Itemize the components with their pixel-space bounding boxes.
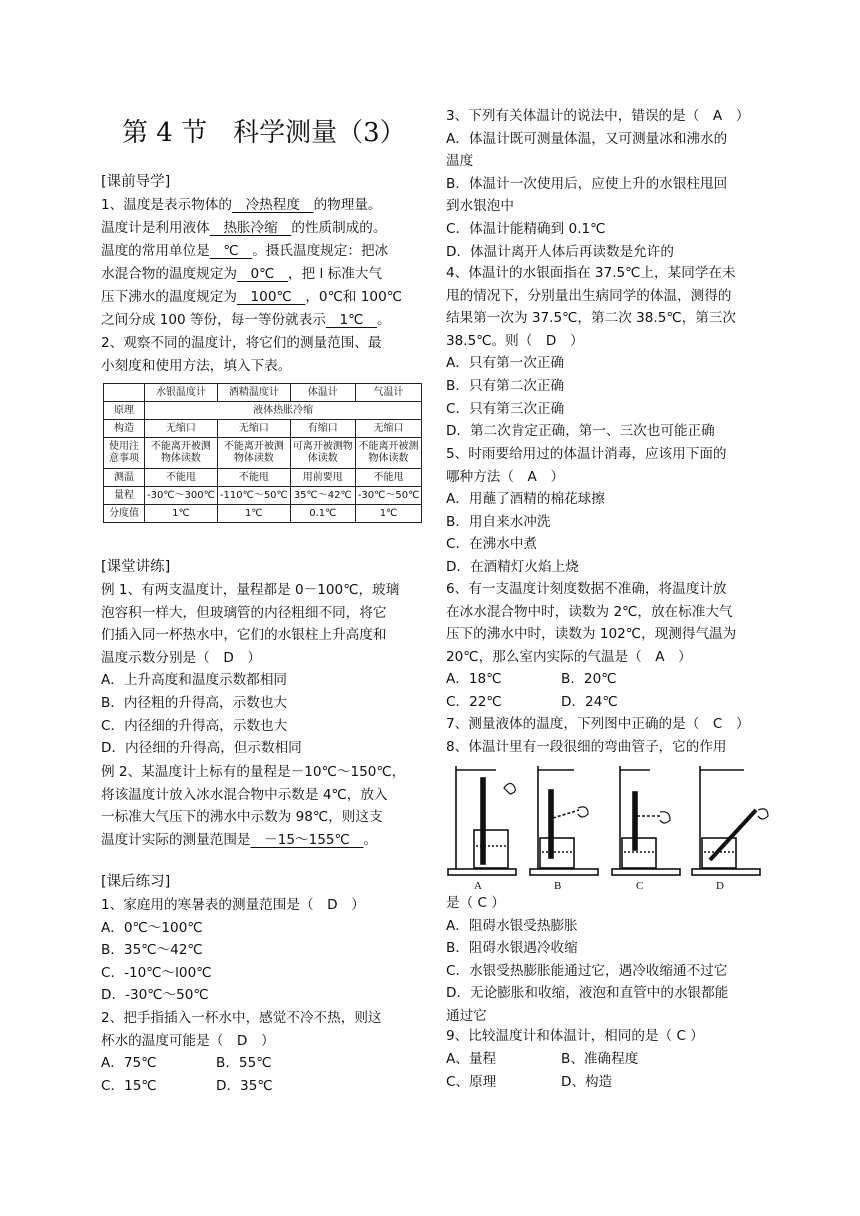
- ex2-line: 一标准大气压下的沸水中示数为 98℃，则这支: [101, 809, 383, 826]
- table-row-label: 构造: [104, 420, 145, 438]
- table-row: [104, 402, 422, 420]
- answer-blank: 1℃: [325, 312, 378, 328]
- text: ，0℃和 100℃: [305, 289, 402, 305]
- q4-line: D．第二次肯定正确，第一、三次也可能正确: [446, 423, 715, 440]
- q6-line: 压下的沸水中时，读数为 102℃，现测得气温为: [446, 626, 737, 643]
- q6-option: C．22℃: [446, 693, 502, 710]
- q6-option: D．24℃: [561, 693, 618, 710]
- q9-line: 9、比较温度计和体温计，相同的是（ C ）: [446, 1028, 704, 1044]
- q3-line: B．体温计一次使用后，应使上升的水银柱甩回: [446, 175, 728, 192]
- table-cell: 液体热胀冷缩: [145, 402, 422, 420]
- q6-option: B．20℃: [561, 671, 617, 687]
- text: ，把 l 标准大气: [288, 266, 383, 282]
- ex1-line: 泡容积一样大，但玻璃管的内径粗细不同，将它: [101, 604, 387, 621]
- section-heading-pre-class: [课前导学]: [101, 174, 171, 190]
- ex1-line: B．内径粗的升得高，示数也大: [101, 695, 288, 711]
- q3-line: A．体温计既可测量体温，又可测量冰和沸水的: [446, 130, 728, 147]
- q1-line-4: [101, 264, 382, 284]
- q6-line: 6、有一支温度计刻度数据不准确，将温度计放: [446, 581, 727, 597]
- figure-label-c: C: [636, 880, 644, 892]
- q9-option: A、量程: [446, 1051, 497, 1067]
- q5-line: C．在沸水中煮: [446, 536, 538, 553]
- figure-label-b: B: [554, 880, 562, 892]
- q6-option: A．18℃: [446, 671, 502, 687]
- q3-line: 3、下列有关体温计的说法中，错误的是（ A ）: [446, 108, 750, 124]
- table-header: 水银温度计: [145, 384, 218, 402]
- table-cell: 1℃: [355, 505, 422, 523]
- table-cell: 无缩口: [217, 420, 290, 438]
- q8-line: B．阻碍水银遇冷收缩: [446, 940, 578, 957]
- table-row-label: 分度值: [104, 505, 145, 523]
- answer-blank: 冷热程度: [232, 197, 314, 213]
- q6-line: 在冰水混合物中时，读数为 2℃，放在标准大气: [446, 603, 733, 620]
- table-cell: 有缩口: [290, 420, 355, 438]
- text: 水混合物的温度规定为: [101, 266, 237, 282]
- table-cell: 1℃: [145, 505, 218, 523]
- table-cell: 可离开被测物体读数: [290, 438, 355, 469]
- ex2-line: 将该温度计放入冰水混合物中示数是 4℃，放入: [101, 786, 388, 803]
- q5-line: 5、时雨要给用过的体温计消毒，应该用下面的: [446, 446, 727, 462]
- text: 温度计是利用液体: [101, 220, 210, 236]
- figure-panel-d: [692, 766, 768, 875]
- answer-blank: 热胀冷缩: [209, 220, 292, 236]
- q4-line: B．只有第二次正确: [446, 378, 565, 394]
- table-header-row: [104, 384, 422, 402]
- table-row: [104, 505, 422, 523]
- text: 。摄氏温度规定：把冰: [252, 243, 389, 259]
- table-cell: 不能离开被测物体读数: [145, 438, 218, 469]
- ex2-line: 例 2、某温度计上标有的量程是－10℃～150℃，: [101, 764, 406, 780]
- answer-blank: －15～155℃: [250, 832, 364, 848]
- q3-line: C．体温计能精确到 0.1℃: [446, 221, 606, 237]
- q8-line: 8、体温计里有一段很细的弯曲管子，它的作用: [446, 739, 727, 755]
- text: 的性质制成的。: [291, 220, 387, 236]
- q1-line-1: [101, 195, 382, 215]
- figure-label-d: D: [716, 880, 724, 892]
- answer-blank: ℃: [209, 243, 253, 259]
- thermometer-table: [103, 383, 422, 523]
- after-q2-option: C．15℃: [101, 1077, 157, 1094]
- figure-label-a: A: [474, 880, 482, 892]
- section-heading-in-class: [课堂讲练]: [101, 559, 171, 575]
- table-cell: -30℃～50℃: [355, 487, 422, 505]
- q4-line: 结果第一次为 37.5℃，第二次 38.5℃，第三次: [446, 310, 737, 327]
- q4-line: 甩的情况下，分别量出生病同学的体温，测得的: [446, 287, 732, 304]
- table-cell: -30℃～300℃: [145, 487, 218, 505]
- table-cell: 1℃: [217, 505, 290, 523]
- table-row: [104, 438, 422, 469]
- table-row-label: 使用注意事项: [104, 438, 145, 469]
- after-q2-line: 杯水的温度可能是（ D ）: [101, 1032, 275, 1049]
- text: 之间分成 100 等份，每一等份就表示: [101, 312, 326, 328]
- table-row-label: 量程: [104, 487, 145, 505]
- q6-line: 20℃，那么室内实际的气温是（ A ）: [446, 648, 692, 665]
- figure-panel-b: [530, 766, 598, 875]
- after-q1-line: 1、家庭用的寒暑表的测量范围是（ D ）: [101, 897, 365, 913]
- ex1-line: C．内径细的升得高，示数也大: [101, 717, 288, 734]
- q8-line: C．水银受热膨胀能通过它，遇冷收缩通不过它: [446, 962, 728, 979]
- q1-line-3: [101, 241, 388, 261]
- after-q2-option: A．75℃: [101, 1055, 157, 1071]
- q4-line: A．只有第一次正确: [446, 355, 565, 372]
- q8-line: A．阻碍水银受热膨胀: [446, 917, 578, 934]
- text: 1、温度是表示物体的: [101, 197, 232, 213]
- ex1-line: 们插入同一杯热水中，它们的水银柱上升高度和: [101, 627, 387, 644]
- q1-line-6: [101, 310, 391, 330]
- table-cell: 无缩口: [355, 420, 422, 438]
- table-cell: 不能离开被测物体读数: [355, 438, 422, 469]
- q3-line: 到水银泡中: [446, 198, 514, 215]
- q2-line-1: 2、观察不同的温度计，将它们的测量范围、最: [101, 335, 382, 351]
- text: 。: [377, 312, 391, 328]
- table-cell: [104, 384, 145, 402]
- q8-line: 是（ C ）: [446, 895, 505, 911]
- table-cell: 不能甩: [217, 469, 290, 487]
- section-heading-after-class: [课后练习]: [101, 874, 171, 890]
- table-row: [104, 487, 422, 505]
- figure-panel-c: [612, 766, 680, 875]
- q3-line: 温度: [446, 153, 474, 170]
- q4-line: 38.5℃。则（ D ）: [446, 332, 584, 349]
- after-q1-line: D．-30℃～50℃: [101, 987, 209, 1004]
- table-cell: 35℃～42℃: [290, 487, 355, 505]
- text: 的物理量。: [313, 197, 382, 213]
- table-row-label: 测温: [104, 469, 145, 487]
- q4-line: 4、体温计的水银面指在 37.5℃上，某同学在未: [446, 265, 736, 281]
- q5-line: 哪种方法（ A ）: [446, 468, 565, 485]
- ex2-line-4: [101, 830, 377, 850]
- table-header: 体温计: [290, 384, 355, 402]
- after-q1-line: A．0℃～100℃: [101, 919, 203, 936]
- q5-line: A．用蘸了酒精的棉花球擦: [446, 491, 605, 508]
- q7-line: 7、测量液体的温度，下列图中正确的是（ C ）: [446, 716, 750, 732]
- right-column: [446, 0, 764, 1216]
- text: 温度计实际的测量范围是: [101, 832, 251, 848]
- answer-blank: 100℃: [236, 289, 306, 305]
- after-q2-option: D．35℃: [216, 1077, 273, 1094]
- q9-option: B、准确程度: [561, 1051, 639, 1067]
- answer-blank: 0℃: [236, 266, 289, 282]
- table-row-label: 原理: [104, 402, 145, 420]
- q1-line-5: [101, 287, 402, 307]
- table-cell: 0.1℃: [290, 505, 355, 523]
- after-q1-line: B．35℃～42℃: [101, 942, 203, 959]
- q1-line-2: [101, 218, 386, 238]
- ex1-line: A．上升高度和温度示数都相同: [101, 672, 288, 689]
- ex1-line: D．内径细的升得高，但示数相同: [101, 740, 302, 757]
- q3-line: D．体温计离开人体后再读数是允许的: [446, 243, 674, 260]
- q2-line-2: 小刻度和使用方法，填入下表。: [101, 358, 292, 374]
- table-row: [104, 420, 422, 438]
- q9-option: C、原理: [446, 1073, 497, 1090]
- table-row: [104, 469, 422, 487]
- q5-line: B．用自来水冲洗: [446, 513, 551, 530]
- ex1-line: 例 1、有两支温度计，量程都是 0－100℃，玻璃: [101, 582, 400, 598]
- table-header: 酒精温度计: [217, 384, 290, 402]
- q8-line: 通过它: [446, 1008, 487, 1024]
- table-header: 气温计: [355, 384, 422, 402]
- left-column: [101, 0, 419, 1216]
- after-q2-option: B．55℃: [216, 1055, 272, 1071]
- text: 压下沸水的温度规定为: [101, 289, 237, 305]
- table-cell: 不能离开被测物体读数: [217, 438, 290, 469]
- page-title: 第 4 节 科学测量（3）: [122, 118, 406, 148]
- table-cell: 用前要甩: [290, 469, 355, 487]
- q5-line: D．在酒精灯火焰上烧: [446, 559, 579, 575]
- thermometer-setup-figure: [444, 760, 780, 892]
- figure-panel-a: [448, 766, 516, 875]
- text: 温度的常用单位是: [101, 243, 210, 259]
- ex1-line: 温度示数分别是（ D ）: [101, 649, 261, 666]
- table-cell: 无缩口: [145, 420, 218, 438]
- after-q2-line: 2、把手指插入一杯水中，感觉不冷不热，则这: [101, 1010, 382, 1026]
- q8-line: D．无论膨胀和收缩，液泡和直管中的水银都能: [446, 985, 729, 1002]
- q4-line: C．只有第三次正确: [446, 400, 565, 417]
- table-cell: 不能甩: [355, 469, 422, 487]
- after-q1-line: C．-10℃～l00℃: [101, 964, 212, 981]
- table-cell: 不能甩: [145, 469, 218, 487]
- q9-option: D、构造: [561, 1073, 613, 1090]
- table-cell: -110℃～50℃: [217, 487, 290, 505]
- text: 。: [363, 832, 378, 848]
